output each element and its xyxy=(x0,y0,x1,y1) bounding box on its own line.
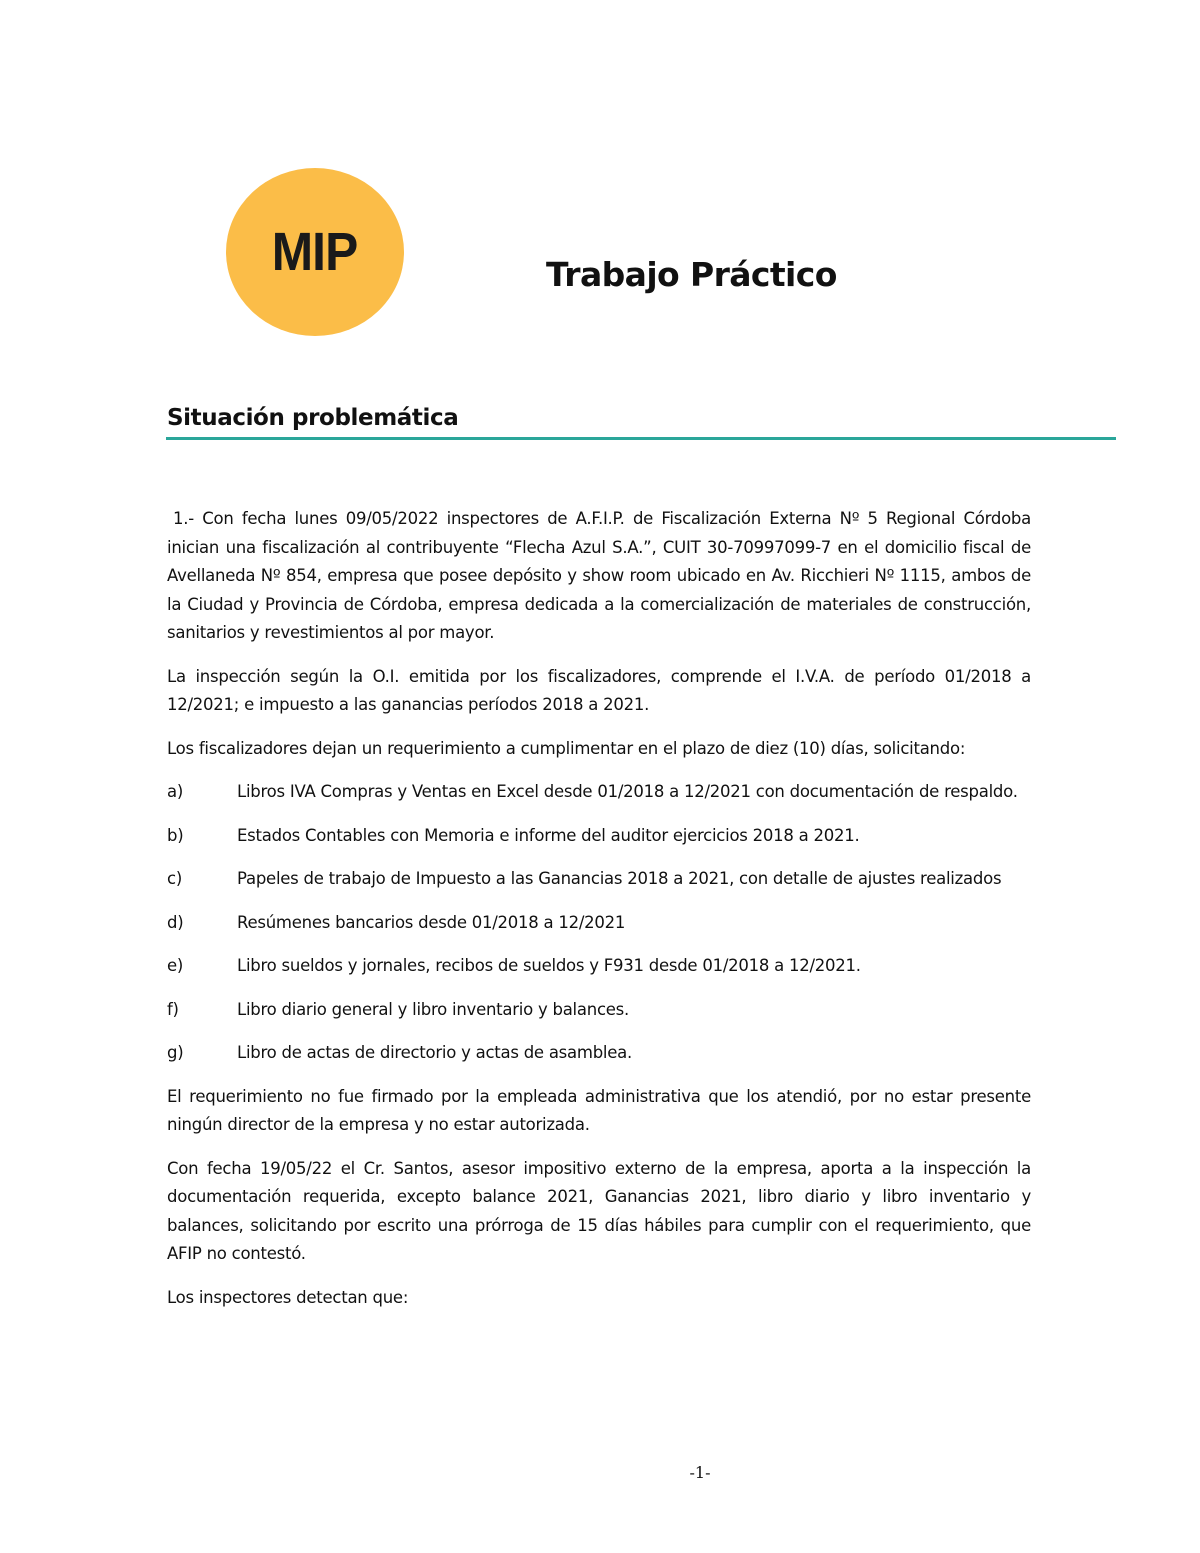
logo-text: MIP xyxy=(272,222,358,282)
section-divider xyxy=(166,437,1116,440)
list-item xyxy=(167,996,1031,1025)
list-item xyxy=(167,822,1031,851)
list-marker: b) xyxy=(167,825,184,845)
list-marker: e) xyxy=(167,956,184,975)
list-marker: d) xyxy=(167,912,184,932)
list-marker: g) xyxy=(167,1043,184,1062)
list-item-text: Libro de actas de directorio y actas de asamblea. xyxy=(237,1043,633,1062)
paragraph-documentation-submitted: Con fecha 19/05/22 el Cr. Santos, asesor impositivo externo de la empresa, aporta a la inspección la documentación requerida, excepto balance 2021, Ganancias 2021, libro diario y libro inventario y balances, solicitando por escrito una prórroga de 15 días hábiles para cumplir con el requerimiento, que AFIP no contestó. xyxy=(167,1158,1031,1263)
list-item xyxy=(167,909,1031,938)
list-item xyxy=(167,1039,1031,1068)
document-body xyxy=(167,505,1031,1327)
page-number: -1- xyxy=(689,1463,711,1482)
list-item xyxy=(167,778,1031,807)
paragraph-requirement-intro: Los fiscalizadores dejan un requerimiento a cumplimentar en el plazo de diez (10) días, solicitando: xyxy=(167,738,966,758)
paragraph-inspection-scope: La inspección según la O.I. emitida por los fiscalizadores, comprende el I.V.A. de período 01/2018 a 12/2021; e impuesto a las ganancias períodos 2018 a 2021. xyxy=(167,666,1031,714)
section-heading: Situación problemática xyxy=(167,405,459,431)
list-item-text: Libro diario general y libro inventario y balances. xyxy=(237,999,630,1019)
list-item-text: Libro sueldos y jornales, recibos de sueldos y F931 desde 01/2018 a 12/2021. xyxy=(237,956,861,975)
list-item-text: Resúmenes bancarios desde 01/2018 a 12/2021 xyxy=(237,912,626,932)
list-marker: a) xyxy=(167,782,184,801)
list-item-text: Libros IVA Compras y Ventas en Excel desde 01/2018 a 12/2021 con documentación de respaldo. xyxy=(237,782,1018,801)
paragraph-unsigned-requirement: El requerimiento no fue firmado por la empleada administrativa que los atendió, por no estar presente ningún director de la empresa y no estar autorizada. xyxy=(167,1086,1031,1134)
list-item xyxy=(167,952,1031,981)
list-marker: c) xyxy=(167,869,183,888)
list-marker: f) xyxy=(167,999,179,1019)
list-item xyxy=(167,865,1031,894)
document-title: Trabajo Práctico xyxy=(546,255,837,294)
paragraph-inspectors-detect: Los inspectores detectan que: xyxy=(167,1287,409,1307)
paragraph-intro: 1.- Con fecha lunes 09/05/2022 inspectores de A.F.I.P. de Fiscalización Externa Nº 5 Regional Córdoba inician una fiscalización al contribuyente “Flecha Azul S.A.”, CUIT 30-70997099-7 en el domicilio fiscal de Avellaneda Nº 854, empresa que posee depósito y show room ubicado en Av. Ricchieri Nº 1115, ambos de la Ciudad y Provincia de Córdoba, empresa dedicada a la comercialización de materiales de construcción, sanitarios y revestimientos al por mayor. xyxy=(167,509,1031,642)
mip-logo xyxy=(226,168,404,336)
list-item-text: Papeles de trabajo de Impuesto a las Ganancias 2018 a 2021, con detalle de ajustes realizados xyxy=(237,869,1002,888)
list-item-text: Estados Contables con Memoria e informe del auditor ejercicios 2018 a 2021. xyxy=(237,825,860,845)
